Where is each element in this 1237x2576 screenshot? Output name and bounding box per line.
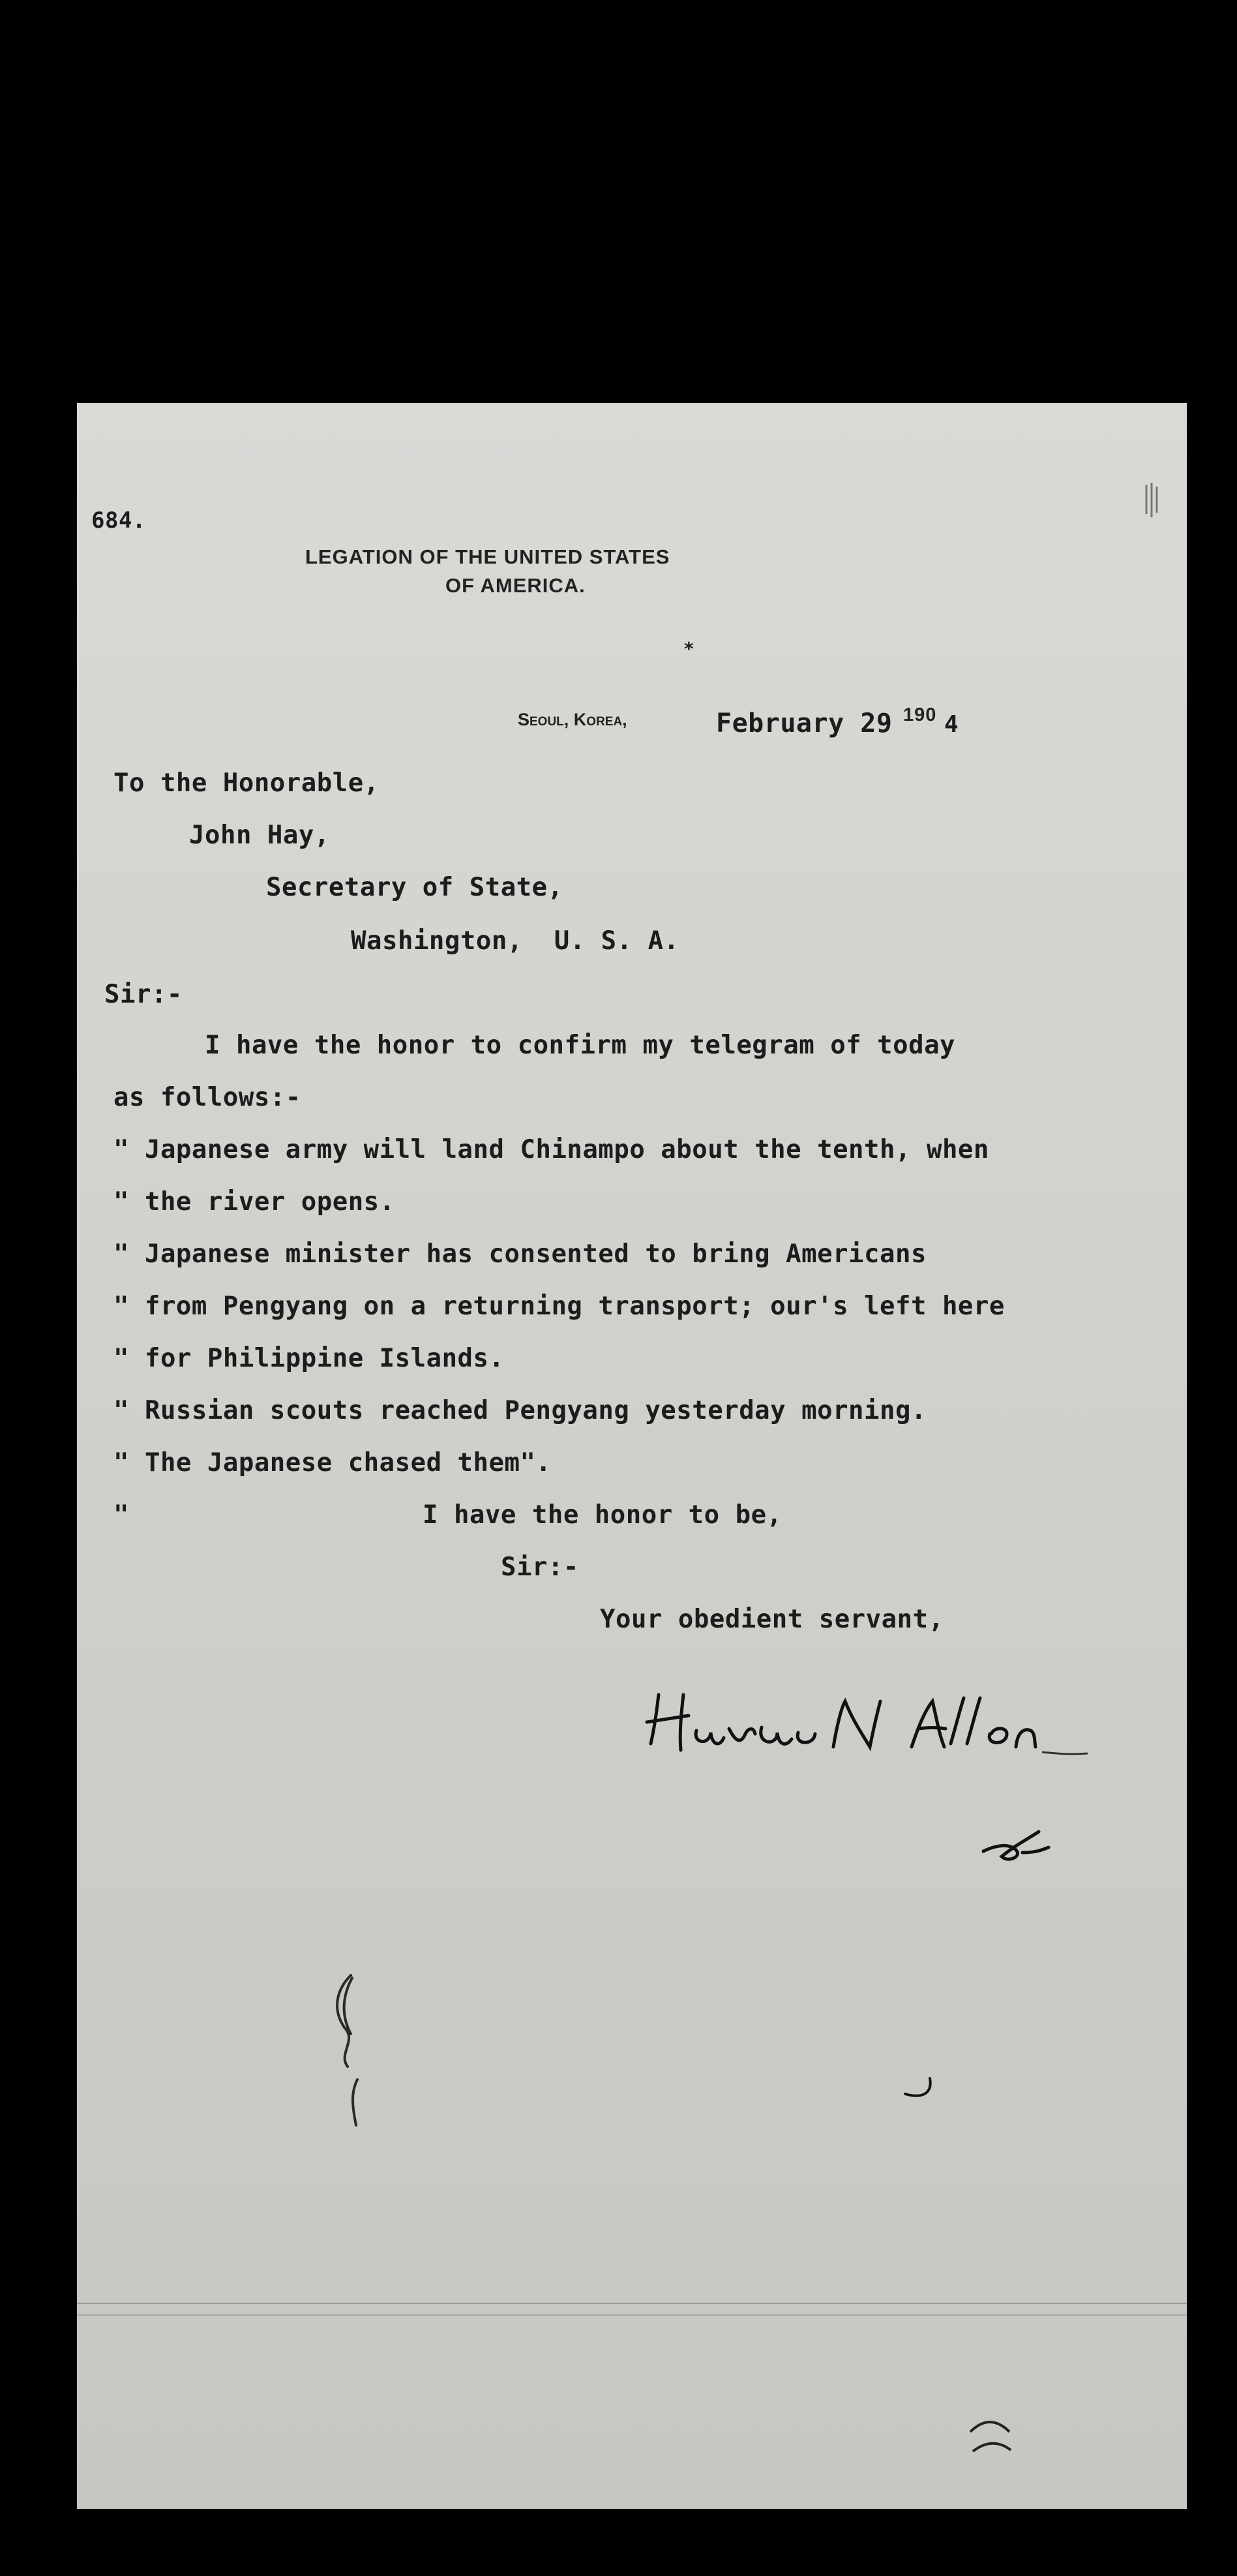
bottom-hook-mark bbox=[964, 2412, 1016, 2458]
telegram-line: " the river opens. bbox=[113, 1187, 395, 1217]
pencil-squiggle bbox=[312, 1962, 390, 2132]
body-intro-line1: I have the honor to confirm my telegram of today bbox=[205, 1031, 956, 1060]
date-year-prefix: 190 bbox=[903, 705, 937, 725]
letterhead-line1: LEGATION OF THE UNITED STATES bbox=[305, 545, 670, 568]
initial-mark bbox=[977, 1819, 1055, 1871]
file-number: 684. bbox=[91, 508, 146, 534]
closing-line3: Your obedient servant, bbox=[600, 1605, 944, 1634]
trailing-quote: " bbox=[113, 1500, 129, 1530]
body-intro-line2: as follows:- bbox=[113, 1083, 301, 1112]
telegram-line: " from Pengyang on a returning transport; our's left here bbox=[113, 1292, 1005, 1321]
salutation: Sir:- bbox=[104, 980, 183, 1009]
signature-image bbox=[638, 1682, 1107, 1773]
letterhead-line2: OF AMERICA. bbox=[445, 574, 586, 597]
place-line: Seoul, Korea, bbox=[518, 710, 627, 729]
edge-marks bbox=[1140, 481, 1166, 521]
address-line2: John Hay, bbox=[189, 821, 330, 850]
closing-line2: Sir:- bbox=[501, 1553, 579, 1582]
telegram-line: " The Japanese chased them". bbox=[113, 1448, 552, 1477]
small-mark: * bbox=[683, 638, 695, 659]
address-line1: To the Honorable, bbox=[113, 768, 380, 798]
document-page bbox=[77, 403, 1187, 2509]
small-hook-mark bbox=[897, 2073, 936, 2106]
telegram-line: " Japanese minister has consented to bring Americans bbox=[113, 1239, 927, 1269]
closing-line1: I have the honor to be, bbox=[423, 1500, 782, 1530]
fold-line bbox=[77, 2314, 1187, 2316]
date-month-day: February 29 bbox=[716, 708, 893, 738]
telegram-line: " Russian scouts reached Pengyang yesterday morning. bbox=[113, 1396, 927, 1425]
address-line4: Washington, U. S. A. bbox=[351, 926, 679, 956]
telegram-line: " for Philippine Islands. bbox=[113, 1344, 505, 1373]
date-year-suffix: 4 bbox=[944, 711, 959, 738]
telegram-line: " Japanese army will land Chinampo about the tenth, when bbox=[113, 1135, 989, 1164]
fold-line bbox=[77, 2303, 1187, 2304]
address-line3: Secretary of State, bbox=[266, 873, 563, 902]
